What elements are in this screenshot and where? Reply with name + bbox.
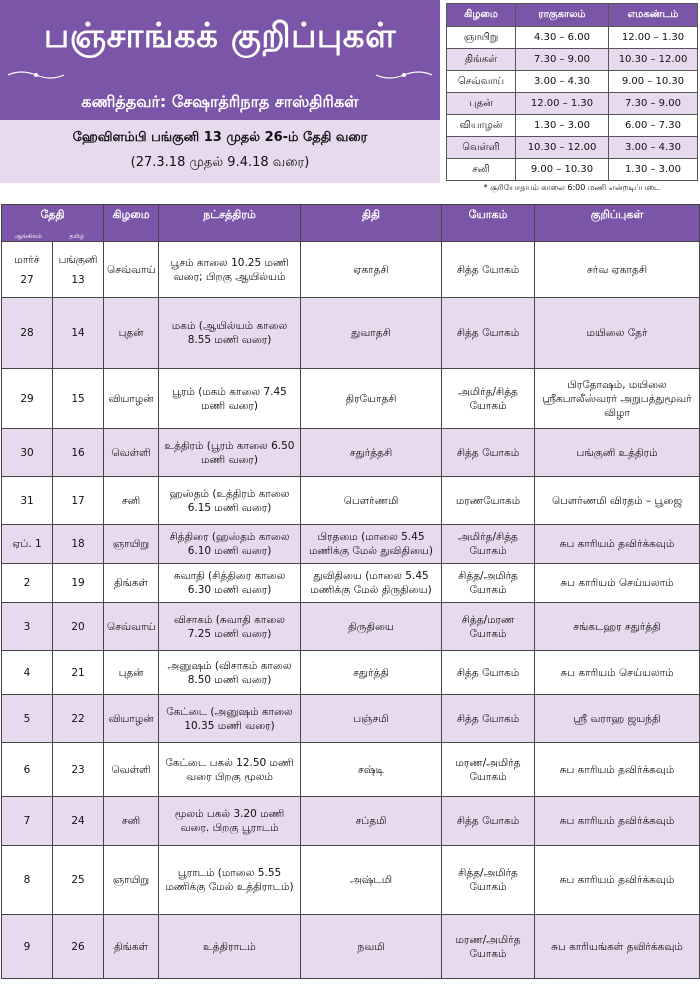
star-cell: உத்திராடம் bbox=[159, 915, 301, 979]
day-cell: புதன் bbox=[104, 298, 159, 369]
col-yogam-label: யோகம் bbox=[468, 208, 508, 221]
col-date-english: ஆங்கிலம் bbox=[14, 233, 43, 240]
star-cell: மூலம் பகல் 3.20 மணி வரை. பிறகு பூராடம் bbox=[159, 797, 301, 846]
title-band bbox=[0, 0, 440, 120]
table-row bbox=[2, 429, 700, 477]
col-day bbox=[104, 205, 159, 242]
table-row bbox=[2, 743, 700, 797]
yogam-cell: அமிர்த/சித்த யோகம் bbox=[442, 369, 535, 429]
tamil-date-cell: 21 bbox=[53, 651, 104, 695]
day-cell: வியாழன் bbox=[104, 695, 159, 743]
author-line: கணித்தவர்: சேஷாத்ரிநாத சாஸ்திரிகள் bbox=[81, 92, 359, 111]
table-row bbox=[2, 651, 700, 695]
rahu-time-cell: 4.30 – 6.00 bbox=[516, 27, 609, 49]
ema-time-cell: 12.00 – 1.30 bbox=[609, 27, 698, 49]
tamil-date-cell-month: பங்குனி bbox=[58, 253, 98, 266]
ornament-right-icon bbox=[374, 68, 434, 82]
notes-cell: மயிலை தேர் bbox=[535, 298, 700, 369]
tamil-date-cell: 24 bbox=[53, 797, 104, 846]
english-date-cell: 30 bbox=[2, 429, 53, 477]
rahu-day-cell: புதன் bbox=[447, 93, 516, 115]
day-cell: செவ்வாய் bbox=[104, 603, 159, 651]
yogam-cell: மரணயோகம் bbox=[442, 477, 535, 525]
english-date-cell: 28 bbox=[2, 298, 53, 369]
thithi-cell: ஏகாதசி bbox=[301, 242, 442, 298]
rahu-col-day: கிழமை bbox=[447, 4, 516, 27]
col-day-label: கிழமை bbox=[112, 208, 150, 221]
sunrise-footnote: * சூரியோதயம் காலை 6:00 மணி என்றடிப்படை bbox=[483, 183, 661, 192]
english-date-cell: 7 bbox=[2, 797, 53, 846]
star-cell: கேட்டை (அனுஷம் காலை 10.35 மணி வரை) bbox=[159, 695, 301, 743]
col-notes bbox=[535, 205, 700, 242]
thithi-cell: சதுர்த்தசி bbox=[301, 429, 442, 477]
day-cell: வியாழன் bbox=[104, 369, 159, 429]
day-cell: திங்கள் bbox=[104, 915, 159, 979]
main-header-row bbox=[2, 205, 700, 242]
ema-time-cell: 3.00 – 4.30 bbox=[609, 137, 698, 159]
day-cell: ஞாயிறு bbox=[104, 846, 159, 915]
yogam-cell: சித்த யோகம் bbox=[442, 695, 535, 743]
table-row bbox=[2, 369, 700, 429]
table-row bbox=[2, 242, 700, 298]
english-date-cell: 5 bbox=[2, 695, 53, 743]
rahu-row bbox=[447, 159, 698, 181]
thithi-cell: திரயோதசி bbox=[301, 369, 442, 429]
tamil-date-cell-day: 13 bbox=[71, 273, 85, 286]
ema-time-cell: 7.30 – 9.00 bbox=[609, 93, 698, 115]
col-date-tamil: தமிழ் bbox=[69, 233, 85, 240]
star-cell: உத்திரம் (பூரம் காலை 6.50 மணி வரை) bbox=[159, 429, 301, 477]
rahu-time-cell: 3.00 – 4.30 bbox=[516, 71, 609, 93]
thithi-cell: துவாதசி bbox=[301, 298, 442, 369]
english-date-cell: ஏப். 1 bbox=[2, 525, 53, 564]
star-cell: பூராடம் (மாலை 5.55 மணிக்கு மேல் உத்திராடம்) bbox=[159, 846, 301, 915]
thithi-cell: சஷ்டி bbox=[301, 743, 442, 797]
tamil-date-cell: 14 bbox=[53, 298, 104, 369]
period-band bbox=[0, 120, 440, 183]
rahu-col-rahu: ராகுகாலம் bbox=[516, 4, 609, 27]
thithi-cell: நவமி bbox=[301, 915, 442, 979]
notes-cell: சர்வ ஏகாதசி bbox=[535, 242, 700, 298]
notes-cell: சுப காரியம் தவிர்க்கவும் bbox=[535, 525, 700, 564]
tamil-date-cell: 19 bbox=[53, 564, 104, 603]
rahu-day-cell: ஞாயிறு bbox=[447, 27, 516, 49]
col-date bbox=[2, 205, 104, 242]
tamil-date-cell: 16 bbox=[53, 429, 104, 477]
rahu-day-cell: வியாழன் bbox=[447, 115, 516, 137]
thithi-cell: பஞ்சமி bbox=[301, 695, 442, 743]
thithi-cell: அஷ்டமி bbox=[301, 846, 442, 915]
rahu-time-cell: 1.30 – 3.00 bbox=[516, 115, 609, 137]
thithi-cell: சப்தமி bbox=[301, 797, 442, 846]
star-cell: பூசம் காலை 10.25 மணி வரை; பிறகு ஆயில்யம் bbox=[159, 242, 301, 298]
star-cell: கேட்டை பகல் 12.50 மணி வரை பிறகு மூலம் bbox=[159, 743, 301, 797]
notes-cell: பௌர்ணமி விரதம் – பூஜை bbox=[535, 477, 700, 525]
tamil-date-cell: 17 bbox=[53, 477, 104, 525]
star-cell: ஹஸ்தம் (உத்திரம் காலை 6.15 மணி வரை) bbox=[159, 477, 301, 525]
rahu-time-cell: 7.30 – 9.00 bbox=[516, 49, 609, 71]
rahu-row bbox=[447, 137, 698, 159]
panchangam-header bbox=[0, 0, 440, 183]
tamil-date-cell: 20 bbox=[53, 603, 104, 651]
notes-cell: சுப காரியம் செய்யலாம் bbox=[535, 564, 700, 603]
yogam-cell: சித்த யோகம் bbox=[442, 651, 535, 695]
rahu-day-cell: திங்கள் bbox=[447, 49, 516, 71]
star-cell: சுவாதி (சித்திரை காலை 6.30 மணி வரை) bbox=[159, 564, 301, 603]
english-date-cell: 4 bbox=[2, 651, 53, 695]
notes-cell: சுப காரியம் தவிர்க்கவும் bbox=[535, 797, 700, 846]
yogam-cell: சித்த யோகம் bbox=[442, 429, 535, 477]
notes-cell: சுப காரியம் தவிர்க்கவும் bbox=[535, 743, 700, 797]
rahu-row bbox=[447, 49, 698, 71]
yogam-cell: சித்த யோகம் bbox=[442, 242, 535, 298]
notes-cell: சுப காரியம் தவிர்க்கவும் bbox=[535, 846, 700, 915]
rahu-kalam-table bbox=[446, 3, 698, 181]
rahu-col-ema: எமகண்டம் bbox=[609, 4, 698, 27]
tamil-date-cell: 25 bbox=[53, 846, 104, 915]
table-row bbox=[2, 477, 700, 525]
table-row bbox=[2, 525, 700, 564]
star-cell: மகம் (ஆயில்யம் காலை 8.55 மணி வரை) bbox=[159, 298, 301, 369]
day-cell: செவ்வாய் bbox=[104, 242, 159, 298]
english-date-cell: 9 bbox=[2, 915, 53, 979]
yogam-cell: மரண/அமிர்த யோகம் bbox=[442, 915, 535, 979]
table-row bbox=[2, 695, 700, 743]
rahu-header-row bbox=[447, 4, 698, 27]
english-date-cell-month: மார்ச் bbox=[14, 253, 40, 266]
col-date-sublabels bbox=[2, 233, 103, 241]
english-date-cell: 31 bbox=[2, 477, 53, 525]
yogam-cell: சித்த யோகம் bbox=[442, 298, 535, 369]
period-line-2: (27.3.18 முதல் 9.4.18 வரை) bbox=[130, 155, 310, 170]
ema-time-cell: 10.30 – 12.00 bbox=[609, 49, 698, 71]
yogam-cell: சித்த/அமிர்த யோகம் bbox=[442, 846, 535, 915]
tamil-date-cell: 18 bbox=[53, 525, 104, 564]
tamil-date-cell bbox=[53, 242, 104, 298]
col-yogam bbox=[442, 205, 535, 242]
english-date-cell: 3 bbox=[2, 603, 53, 651]
rahu-day-cell: சனி bbox=[447, 159, 516, 181]
star-cell: அனுஷம் (விசாகம் காலை 8.50 மணி வரை) bbox=[159, 651, 301, 695]
ornament-left-icon bbox=[6, 68, 66, 82]
notes-cell: பிரதோஷம், மயிலை ஸ்ரீகபாலீஸ்வரர் அறுபத்துமூவர் விழா bbox=[535, 369, 700, 429]
yogam-cell: சித்த/அமிர்த யோகம் bbox=[442, 564, 535, 603]
day-cell: ஞாயிறு bbox=[104, 525, 159, 564]
notes-cell: சங்கடஹர சதுர்த்தி bbox=[535, 603, 700, 651]
notes-cell: சுப காரியம் செய்யலாம் bbox=[535, 651, 700, 695]
rahu-time-cell: 12.00 – 1.30 bbox=[516, 93, 609, 115]
tamil-date-cell: 26 bbox=[53, 915, 104, 979]
day-cell: வெள்ளி bbox=[104, 429, 159, 477]
english-date-cell: 2 bbox=[2, 564, 53, 603]
day-cell: திங்கள் bbox=[104, 564, 159, 603]
thithi-cell: துவிதியை (மாலை 5.45 மணிக்கு மேல் திருதியை) bbox=[301, 564, 442, 603]
english-date-cell: 29 bbox=[2, 369, 53, 429]
tamil-date-cell: 22 bbox=[53, 695, 104, 743]
col-notes-label: குறிப்புகள் bbox=[590, 208, 644, 221]
col-star bbox=[159, 205, 301, 242]
tamil-date-cell: 23 bbox=[53, 743, 104, 797]
english-date-cell: 6 bbox=[2, 743, 53, 797]
notes-cell: பங்குனி உத்திரம் bbox=[535, 429, 700, 477]
table-row bbox=[2, 915, 700, 979]
english-date-cell-day: 27 bbox=[20, 273, 34, 286]
notes-cell: ஸ்ரீ வராஹ ஜயந்தி bbox=[535, 695, 700, 743]
yogam-cell: சித்த யோகம் bbox=[442, 797, 535, 846]
day-cell: சனி bbox=[104, 477, 159, 525]
yogam-cell: மரண/அமிர்த யோகம் bbox=[442, 743, 535, 797]
period-line-1: ஹேவிளம்பி பங்குனி 13 முதல் 26-ம் தேதி வரை bbox=[72, 130, 368, 145]
ema-time-cell: 9.00 – 10.30 bbox=[609, 71, 698, 93]
rahu-day-cell: வெள்ளி bbox=[447, 137, 516, 159]
english-date-cell: 8 bbox=[2, 846, 53, 915]
tamil-date-cell: 15 bbox=[53, 369, 104, 429]
ema-time-cell: 6.00 – 7.30 bbox=[609, 115, 698, 137]
page-title: பஞ்சாங்கக் குறிப்புகள் bbox=[43, 16, 397, 56]
star-cell: பூரம் (மகம் காலை 7.45 மணி வரை) bbox=[159, 369, 301, 429]
rahu-time-cell: 10.30 – 12.00 bbox=[516, 137, 609, 159]
rahu-row bbox=[447, 71, 698, 93]
day-cell: சனி bbox=[104, 797, 159, 846]
rahu-day-cell: செவ்வாய் bbox=[447, 71, 516, 93]
notes-cell: சுப காரியங்கள் தவிர்க்கவும் bbox=[535, 915, 700, 979]
star-cell: சித்திரை (ஹஸ்தம் காலை 6.10 மணி வரை) bbox=[159, 525, 301, 564]
english-date-cell bbox=[2, 242, 53, 298]
thithi-cell: பிரதமை (மாலை 5.45 மணிக்கு மேல் துவிதியை) bbox=[301, 525, 442, 564]
panchangam-table bbox=[1, 204, 700, 979]
col-date-label: தேதி bbox=[40, 208, 65, 221]
day-cell: புதன் bbox=[104, 651, 159, 695]
rahu-time-cell: 9.00 – 10.30 bbox=[516, 159, 609, 181]
col-thithi bbox=[301, 205, 442, 242]
rahu-row bbox=[447, 93, 698, 115]
thithi-cell: சதுர்த்தி bbox=[301, 651, 442, 695]
col-thithi-label: திதி bbox=[362, 208, 381, 221]
rahu-row bbox=[447, 27, 698, 49]
table-row bbox=[2, 846, 700, 915]
star-cell: விசாகம் (சுவாதி காலை 7.25 மணி வரை) bbox=[159, 603, 301, 651]
thithi-cell: பௌர்ணமி bbox=[301, 477, 442, 525]
ema-time-cell: 1.30 – 3.00 bbox=[609, 159, 698, 181]
table-row bbox=[2, 603, 700, 651]
day-cell: வெள்ளி bbox=[104, 743, 159, 797]
thithi-cell: திருதியை bbox=[301, 603, 442, 651]
table-row bbox=[2, 797, 700, 846]
table-row bbox=[2, 298, 700, 369]
rahu-row bbox=[447, 115, 698, 137]
table-row bbox=[2, 564, 700, 603]
yogam-cell: சித்த/மரண யோகம் bbox=[442, 603, 535, 651]
col-star-label: நட்சத்திரம் bbox=[203, 208, 256, 221]
yogam-cell: அமிர்த/சித்த யோகம் bbox=[442, 525, 535, 564]
